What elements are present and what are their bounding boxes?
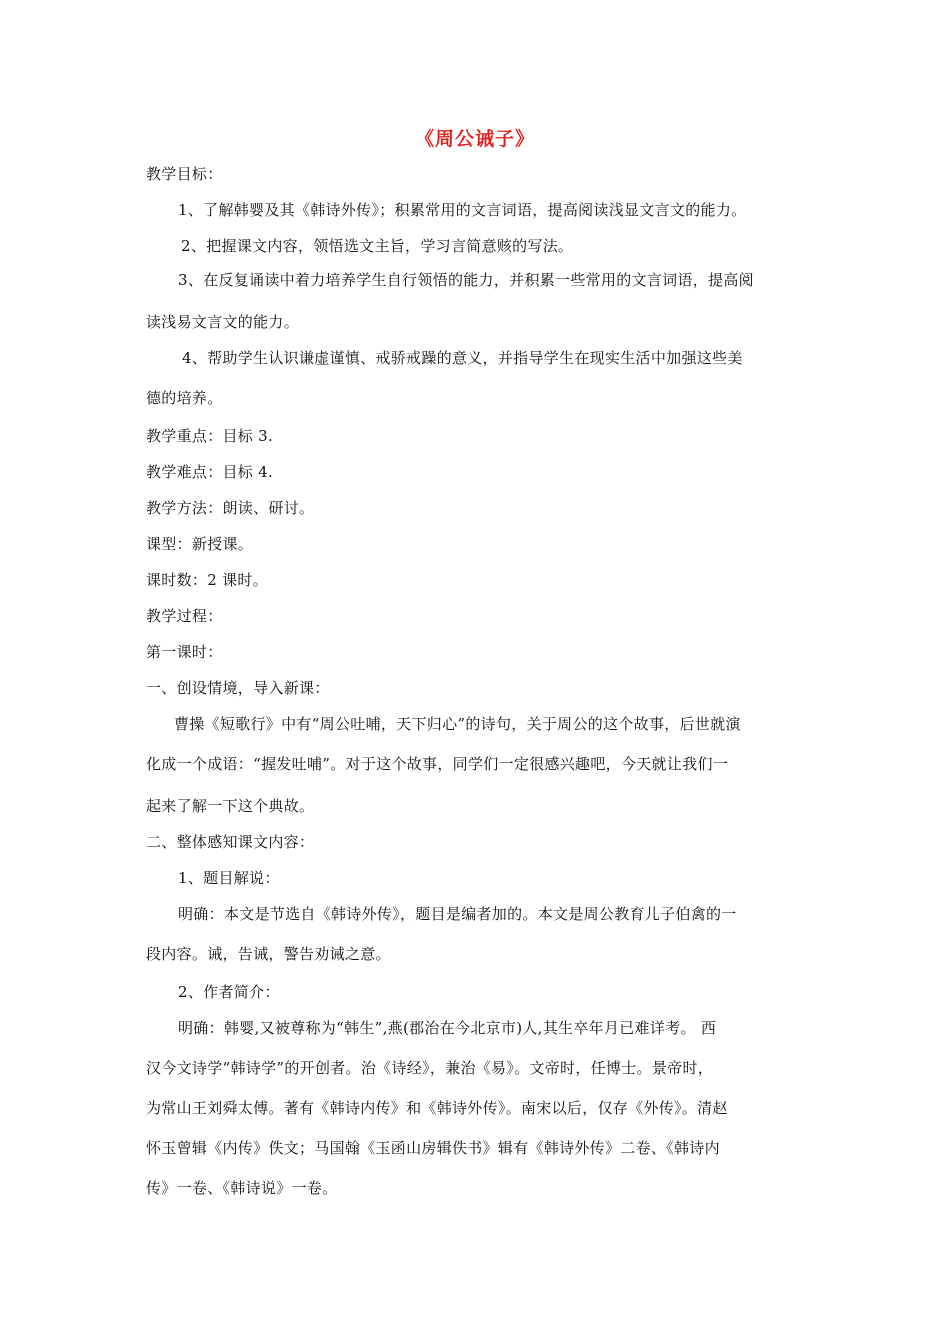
text-line: 德的培养。	[146, 389, 223, 407]
text-line: 明确：本文是节选自《韩诗外传》，题目是编者加的。本文是周公教育儿子伯禽的一	[178, 905, 737, 923]
text-line: 课时数：2 课时。	[146, 571, 269, 589]
text-line: 明确：韩婴,又被尊称为“韩生”,燕(郡治在今北京市)人,其生卒年月已难详考。 西	[178, 1019, 717, 1037]
text-line: 段内容。诫，告诫，警告劝诫之意。	[146, 945, 391, 963]
text-line: 教学方法：朗读、研讨。	[146, 499, 315, 517]
text-line: 教学重点：目标 3.	[146, 427, 274, 445]
text-line: 读浅易文言文的能力。	[146, 313, 300, 331]
text-line: 汉今文诗学“韩诗学”的开创者。治《诗经》，兼治《易》。文帝时，任博士。景帝时，	[146, 1059, 714, 1077]
text-line: 教学难点：目标 4.	[146, 463, 274, 481]
text-line: 曹操《短歌行》中有“周公吐哺，天下归心”的诗句，关于周公的这个故事，后世就演	[174, 715, 741, 733]
document-title: 《周公诫子》	[414, 128, 535, 150]
text-line: 为常山王刘舜太傅。著有《韩诗内传》和《韩诗外传》。南宋以后，仅存《外传》。清赵	[146, 1099, 728, 1117]
text-line: 2、作者简介：	[178, 983, 280, 1001]
text-line: 1、题目解说：	[178, 869, 280, 887]
text-line: 化成一个成语：“握发吐哺”。对于这个故事，同学们一定很感兴趣吧，今天就让我们一	[146, 755, 729, 773]
text-line: 传》一卷、《韩诗说》一卷。	[146, 1179, 338, 1197]
text-line: 教学过程：	[146, 607, 223, 625]
text-line: 怀玉曾辑《内传》佚文；马国翰《玉函山房辑佚书》辑有《韩诗外传》二卷、《韩诗内	[146, 1139, 720, 1157]
text-line: 2、把握课文内容，领悟选文主旨，学习言简意赅的写法。	[181, 237, 574, 255]
text-line: 教学目标：	[146, 165, 223, 183]
text-line: 4、帮助学生认识谦虚谨慎、戒骄戒躁的意义，并指导学生在现实生活中加强这些美	[182, 349, 743, 367]
text-line: 第一课时：	[146, 643, 223, 661]
text-line: 起来了解一下这个典故。	[146, 797, 315, 815]
text-line: 课型：新授课。	[146, 535, 254, 553]
text-line: 3、在反复诵读中着力培养学生自行领悟的能力，并积累一些常用的文言词语，提高阅	[178, 271, 754, 289]
section-heading: 一、创设情境，导入新课：	[146, 679, 330, 697]
text-line: 1、了解韩婴及其《韩诗外传》；积累常用的文言词语，提高阅读浅显文言文的能力。	[178, 201, 747, 219]
section-heading: 二、整体感知课文内容：	[146, 833, 315, 851]
